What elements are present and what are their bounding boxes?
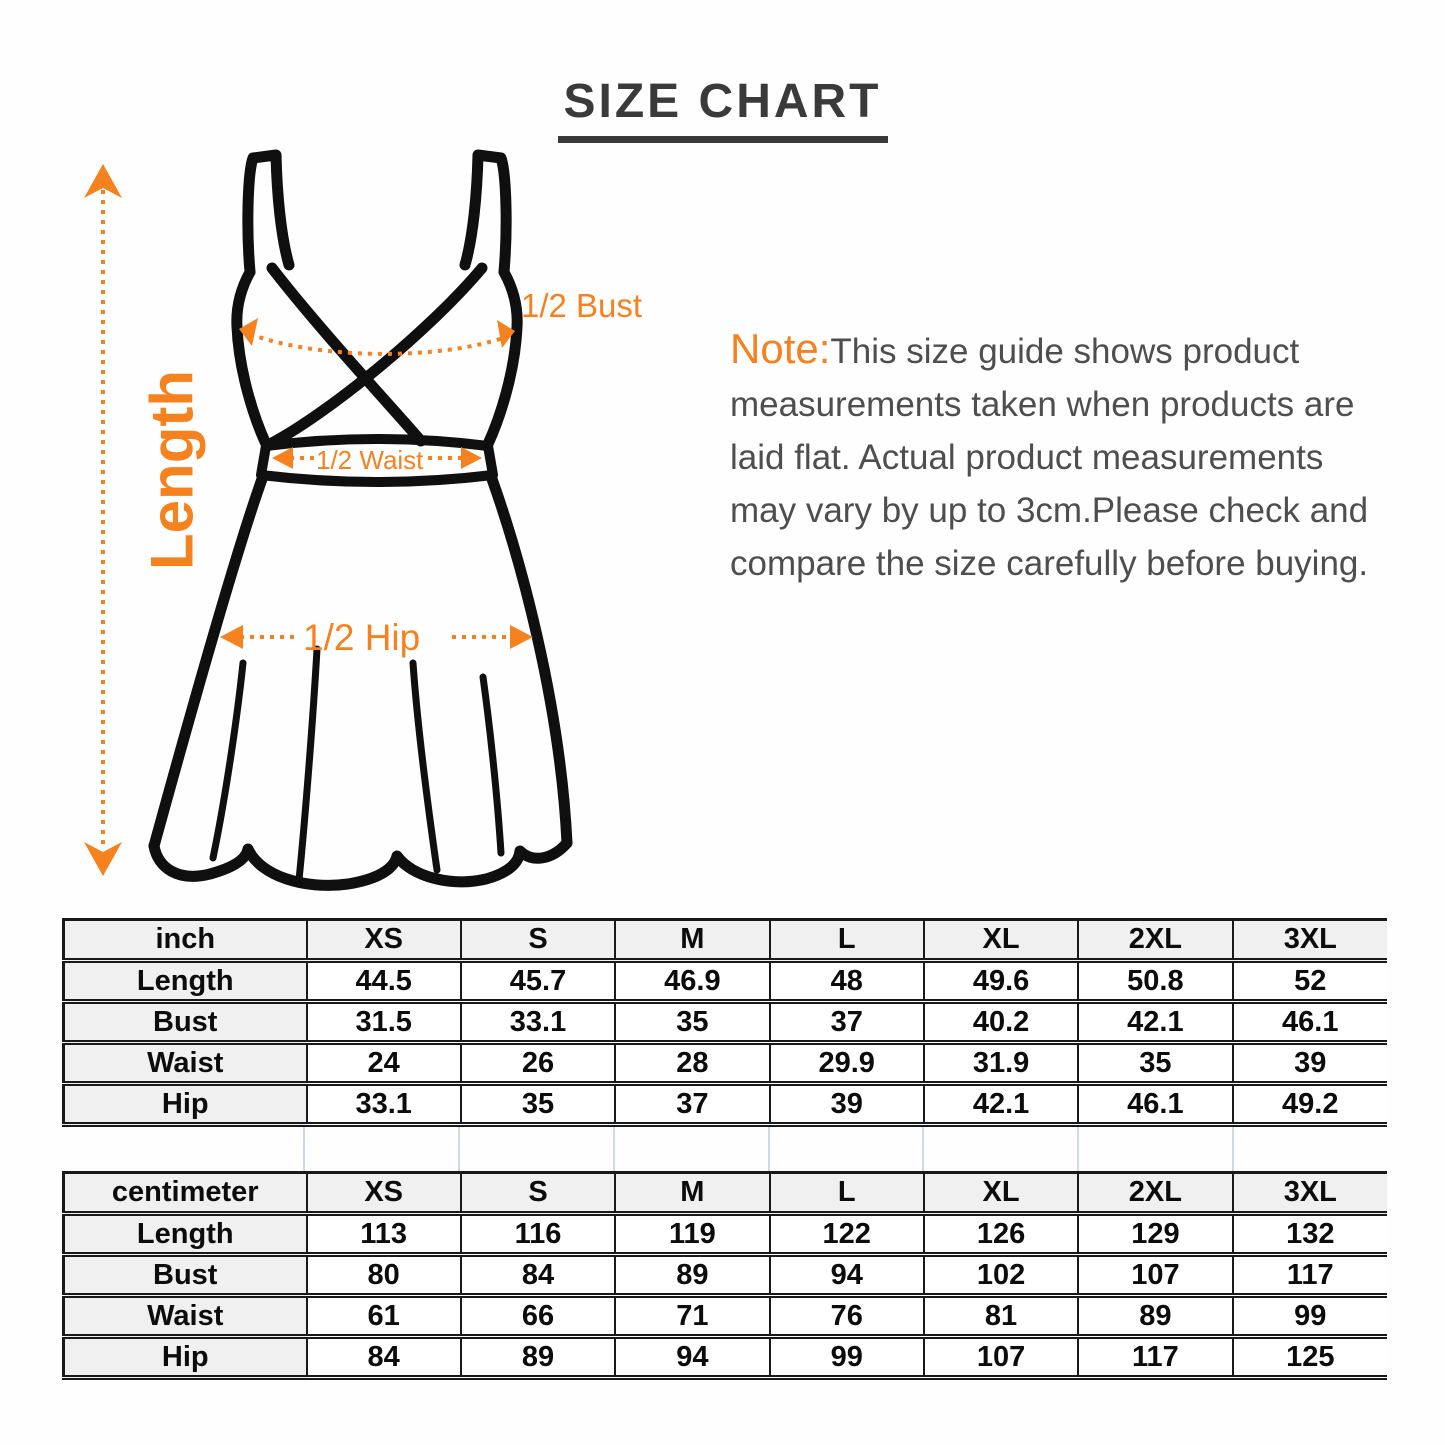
size-header-cell: 3XL [1233, 920, 1387, 961]
measurement-label-cell: Hip [64, 1084, 307, 1125]
size-header-cell: XS [307, 1173, 461, 1214]
measurement-value-cell: 102 [924, 1255, 1078, 1296]
size-header-cell: 2XL [1078, 1173, 1232, 1214]
waist-measurement-label: 1/2 Waist [316, 445, 424, 475]
measurement-value-cell: 99 [1233, 1296, 1387, 1337]
bodice-right-edge [488, 272, 517, 444]
note-line: compare the size carefully before buying. [730, 544, 1369, 583]
bust-measurement-label: 1/2 Bust [521, 287, 643, 324]
measurement-row [64, 961, 1388, 1002]
measurement-value-cell: 117 [1078, 1337, 1232, 1378]
gap-gridline-cell [460, 1127, 615, 1171]
measurement-row [64, 1002, 1388, 1043]
left-strap [248, 155, 289, 272]
note-block [730, 322, 1430, 590]
measurement-value-cell: 39 [770, 1084, 924, 1125]
size-header-cell: S [461, 920, 615, 961]
dress-outline [154, 155, 567, 885]
measurement-value-cell: 37 [770, 1002, 924, 1043]
waist-arrow-head-left [272, 447, 293, 469]
measurement-value-cell: 26 [461, 1043, 615, 1084]
skirt-pleats [213, 649, 501, 880]
measurement-label-cell: Bust [64, 1002, 307, 1043]
measurement-value-cell: 46.9 [615, 961, 769, 1002]
unit-header-cell: inch [64, 920, 307, 961]
measurement-value-cell: 35 [461, 1084, 615, 1125]
size-header-cell: XL [924, 1173, 1078, 1214]
measurement-value-cell: 52 [1233, 961, 1387, 1002]
hip-arrow-head-right [510, 625, 533, 649]
measurement-row [64, 1337, 1388, 1378]
table-gap [62, 1127, 1387, 1171]
measurement-value-cell: 61 [307, 1296, 461, 1337]
measurement-row [64, 1084, 1388, 1125]
measurement-value-cell: 29.9 [770, 1043, 924, 1084]
measurement-value-cell: 89 [461, 1337, 615, 1378]
right-strap [465, 155, 506, 272]
measurement-value-cell: 117 [1233, 1255, 1387, 1296]
measurement-value-cell: 94 [770, 1255, 924, 1296]
length-arrow-head-bottom [84, 842, 122, 876]
measurement-value-cell: 94 [615, 1337, 769, 1378]
gap-gridline-cell [305, 1127, 460, 1171]
measurement-value-cell: 66 [461, 1296, 615, 1337]
length-measurement-label: Length [138, 370, 206, 570]
measurement-row [64, 1296, 1388, 1337]
measurement-value-cell: 84 [307, 1337, 461, 1378]
hip-arrow-head-left [220, 625, 243, 649]
measurement-value-cell: 40.2 [924, 1002, 1078, 1043]
size-header-cell: XS [307, 920, 461, 961]
note-prefix: Note: [730, 325, 831, 372]
measurement-value-cell: 125 [1233, 1337, 1387, 1378]
measurement-value-cell: 45.7 [461, 961, 615, 1002]
measurement-value-cell: 107 [1078, 1255, 1232, 1296]
measurement-value-cell: 126 [924, 1214, 1078, 1255]
measurement-value-cell: 46.1 [1078, 1084, 1232, 1125]
measurement-value-cell: 28 [615, 1043, 769, 1084]
measurement-value-cell: 122 [770, 1214, 924, 1255]
gap-gridline-cell [924, 1127, 1079, 1171]
measurement-value-cell: 33.1 [461, 1002, 615, 1043]
wrap-neckline-right [272, 268, 482, 443]
measurement-value-cell: 113 [307, 1214, 461, 1255]
measurement-value-cell: 42.1 [1078, 1002, 1232, 1043]
gap-gridline-cell [1234, 1127, 1387, 1171]
waist-arrow-head-right [461, 447, 482, 469]
measurement-value-cell: 31.5 [307, 1002, 461, 1043]
size-tables [62, 918, 1387, 1380]
measurement-value-cell: 49.2 [1233, 1084, 1387, 1125]
bust-arrow-line [250, 334, 506, 354]
measurement-row [64, 1255, 1388, 1296]
measurement-value-cell: 119 [615, 1214, 769, 1255]
measurement-value-cell: 132 [1233, 1214, 1387, 1255]
measurement-value-cell: 116 [461, 1214, 615, 1255]
measurement-label-cell: Hip [64, 1337, 307, 1378]
measurement-label-cell: Bust [64, 1255, 307, 1296]
size-table-header-row [64, 920, 1388, 961]
measurement-value-cell: 84 [461, 1255, 615, 1296]
measurement-label-cell: Length [64, 1214, 307, 1255]
measurement-value-cell: 35 [1078, 1043, 1232, 1084]
measurement-value-cell: 48 [770, 961, 924, 1002]
measurement-value-cell: 49.6 [924, 961, 1078, 1002]
gap-gridline-cell [770, 1127, 925, 1171]
gap-gridline-cell [62, 1127, 305, 1171]
measurement-value-cell: 44.5 [307, 961, 461, 1002]
size-header-cell: L [770, 920, 924, 961]
measurement-value-cell: 80 [307, 1255, 461, 1296]
note-line: measurements taken when products are [730, 385, 1355, 424]
size-header-cell: 2XL [1078, 920, 1232, 961]
note-line: laid flat. Actual product measurements [730, 438, 1324, 477]
measurement-row [64, 1043, 1388, 1084]
measurement-label-cell: Waist [64, 1296, 307, 1337]
size-header-cell: M [615, 1173, 769, 1214]
measurement-value-cell: 50.8 [1078, 961, 1232, 1002]
gap-gridline-cell [1079, 1127, 1234, 1171]
bodice-left-edge [237, 272, 266, 444]
note-line [730, 322, 1430, 378]
page-title: SIZE CHART [558, 74, 888, 143]
measurement-label-cell: Waist [64, 1043, 307, 1084]
hip-measurement-label: 1/2 Hip [303, 617, 421, 658]
gap-gridline-cell [615, 1127, 770, 1171]
measurement-value-cell: 42.1 [924, 1084, 1078, 1125]
measurement-value-cell: 37 [615, 1084, 769, 1125]
measurement-value-cell: 33.1 [307, 1084, 461, 1125]
dress-diagram [30, 140, 710, 920]
size-header-cell: XL [924, 920, 1078, 961]
size-header-cell: S [461, 1173, 615, 1214]
inch-size-table [62, 918, 1387, 1127]
measurement-value-cell: 71 [615, 1296, 769, 1337]
measurement-value-cell: 89 [615, 1255, 769, 1296]
measurement-value-cell: 76 [770, 1296, 924, 1337]
size-header-cell: 3XL [1233, 1173, 1387, 1214]
skirt-right-edge [492, 479, 567, 843]
note-line-text: This size guide shows product [830, 332, 1300, 371]
note-line: may vary by up to 3cm.Please check and [730, 491, 1369, 530]
size-header-cell: M [615, 920, 769, 961]
measurement-value-cell: 81 [924, 1296, 1078, 1337]
measurement-value-cell: 35 [615, 1002, 769, 1043]
measurement-value-cell: 46.1 [1233, 1002, 1387, 1043]
measurement-value-cell: 99 [770, 1337, 924, 1378]
measurement-value-cell: 39 [1233, 1043, 1387, 1084]
measurement-row [64, 1214, 1388, 1255]
measurement-value-cell: 89 [1078, 1296, 1232, 1337]
size-table-header-row [64, 1173, 1388, 1214]
centimeter-size-table [62, 1171, 1387, 1380]
measurement-value-cell: 31.9 [924, 1043, 1078, 1084]
measurement-label-cell: Length [64, 961, 307, 1002]
unit-header-cell: centimeter [64, 1173, 307, 1214]
measurement-value-cell: 129 [1078, 1214, 1232, 1255]
size-header-cell: L [770, 1173, 924, 1214]
measurement-value-cell: 107 [924, 1337, 1078, 1378]
measurement-value-cell: 24 [307, 1043, 461, 1084]
